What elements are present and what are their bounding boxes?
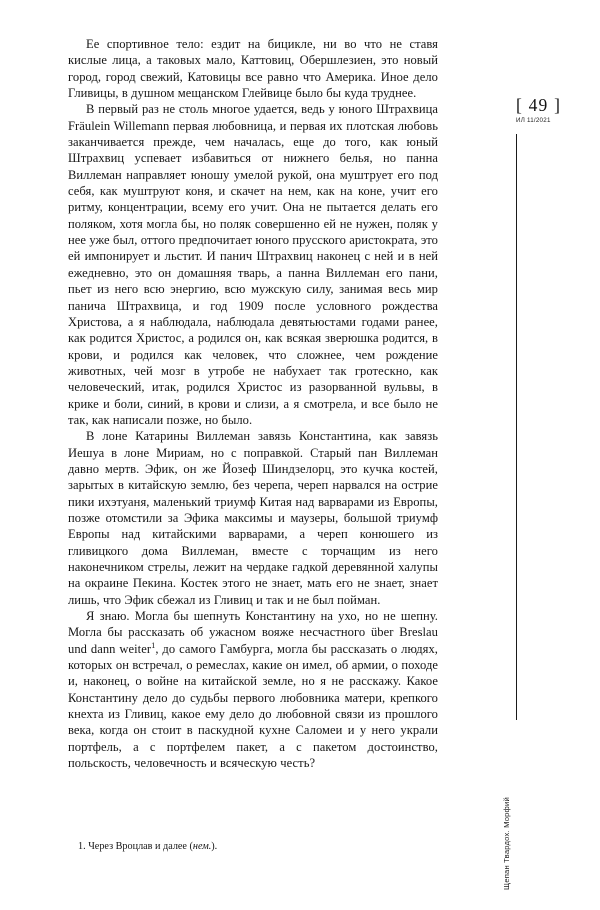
body-text-column	[68, 36, 438, 771]
footnote-text-before-italic: Через Вроцлав и далее (	[85, 841, 193, 852]
paragraph-4-text-before-note: Я знаю. Могла бы шепнуть Константину на ухо, но не шепну. Могла бы рассказать об ужасном вояже несчастного über Breslau und dann weiter	[68, 609, 438, 656]
footnote-reference-marker: 1	[151, 640, 156, 650]
paragraph-1: Ее спортивное тело: ездит на бицикле, ни во что не ставя кислые лица, а таковых мало, Каттовиц, Обершлезиен, это новый город, город свежий, Катовицы все равно что Америка. Иное дело Гливицы, в душном мещанском Глейвице было бы куда труднее.	[68, 37, 438, 101]
folio	[516, 96, 590, 125]
paragraph-4-text-after-note: , до самого Гамбурга, могла бы рассказать о людях, которых он встречал, о ремеслах, какие он имел, об армии, о походе и, наконец, о войне на китайской земле, но я не расскажу. Какое Константину дело до судьбы первого любовника матери, крепкого кнехта из Гливиц, какое ему дело до любовной связи из прошлого века, когда он стоит в паскудной кухне Саломеи и у него украли портфель, а с портфелем пакет, а с пакетом достоинство, польскость, человечность и всяческую честь?	[68, 641, 438, 771]
vertical-rule	[516, 134, 517, 720]
footnote-text-after-italic: ).	[211, 841, 218, 852]
running-head	[502, 730, 525, 890]
page-number: [ 49 ]	[516, 95, 562, 115]
running-head-label: Щепан Твардох. Морфий	[502, 797, 511, 890]
paragraph-2: В первый раз не столь многое удается, ведь у юного Штрахвица Fräulein Willemann первая любовница, и первая их плотская любовь заканчивается прежде, чем началась, еще до того, как юный Штрахвиц успевает избавиться от нижнего белья, но панна Виллеман направляет юношу умелой рукой, она муштрует его под себя, как муштруют коня, и скачет на нем, как на коне, учит его ритму, концентрации, всему его учит. Она не пытается делать его поляком, хотя могла бы, но поляк совершенно ей не нужен, поляк у нее уже был, оттого предпочитает юного прусского аристократа, это ей импонирует и льстит. И панич Штрахвиц наконец с ней и в ней ежедневно, это он домашняя тварь, а панна Виллеман его пани, пьет из него всю энергию, всю мужскую силу, занимая весь мир панича Штрахвица, и год 1909 после условного рождества Христова, а я наблюдала, наблюдала девятьюстами годами ранее, как родится Христос, а родился он, как всякая зверюшка родится, в крови, и родился как человек, что сложнее, чем рождение животных, чей мозг в утробе не набухает так гротескно, как человеческий, итак, родился Христос из разорванной вульвы, в крике и боли, синий, в крови и слизи, а я смотрела, и все было не так, как написали позже, но было.	[68, 102, 438, 427]
paragraph-4	[68, 608, 438, 771]
footnote-number: 1.	[78, 841, 86, 852]
paragraph-3: В лоне Катарины Виллеман завязь Константина, как завязь Иешуа в лоне Мириам, но с поправкой. Старый пан Виллеман давно мертв. Эфик, он же Йозеф Шиндзелорц, это кучка костей, зарытых в китайскую землю, без черепа, череп нарвался на острие пики ихэтуаня, маленький триумф Китая над варварами из Европы, позже отомстили за Эфика максимы и маузеры, большой триумф Европы над китайскими варварами, а череп конюшего из гливицкого дома Виллеман, вместе с торчащим из него наконечником стрелы, лежит на чердаке гадкой деревянной халупы на окраине Пекина. Костек этого не знает, мать его не знает, знает лишь, что Эфик сбежал из Гливиц и так и не был пойман.	[68, 429, 438, 607]
footnote-area	[68, 840, 438, 853]
footnote-1	[68, 840, 438, 853]
footnote-language-abbreviation: нем.	[192, 841, 212, 852]
issue-label: ИЛ 11/2021	[516, 117, 551, 124]
